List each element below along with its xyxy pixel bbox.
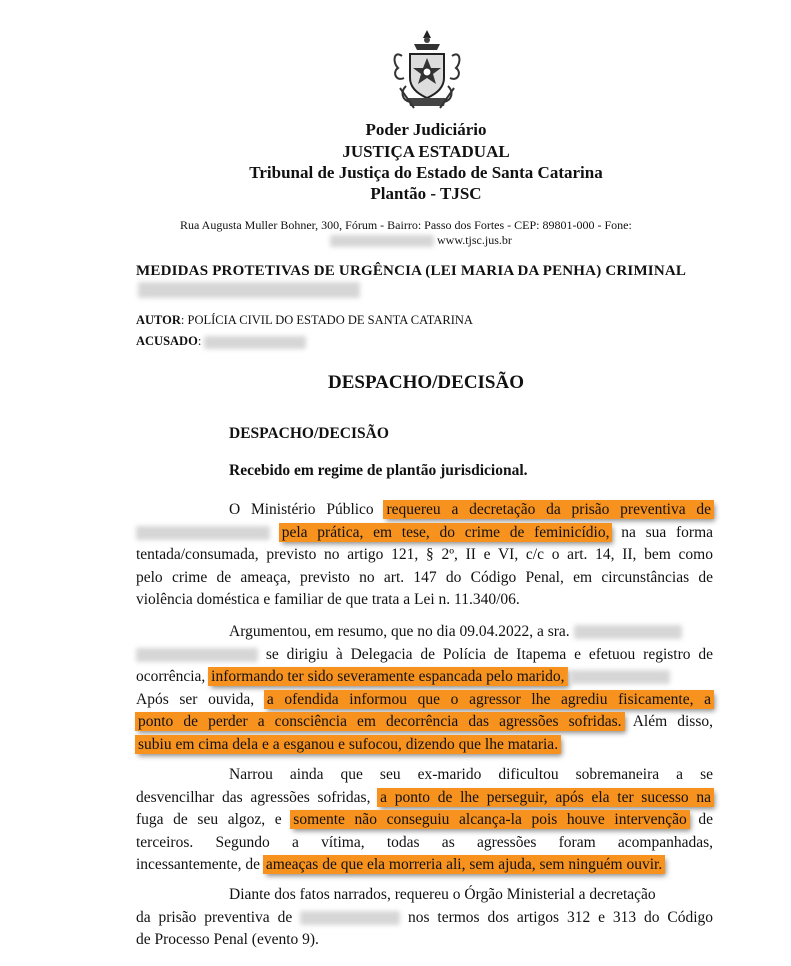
highlight: ameaças de que ela morreria ali, sem ajuda, sem ninguém ouvir. [265,856,663,873]
paragraph-2 [136,621,713,756]
text: violência doméstica e familiar de que trata a Lei n. 11.340/06. [136,591,520,608]
text: nos termos dos artigos 312 e 313 do Código [407,908,714,926]
redaction-process-number [138,282,360,298]
header-line-2: JUSTIÇA ESTADUAL [342,142,510,161]
process-type: MEDIDAS PROTETIVAS DE URGÊNCIA (LEI MARIA DA PENHA) CRIMINAL [136,263,687,279]
highlight: pela prática, em tese, do crime de feminicídio, [281,523,610,541]
redaction [300,911,400,925]
text: terceiros. Segundo a vítima, todas as agressões foram acompanhadas, [136,833,713,851]
accused-value: : [197,334,202,348]
text: de Processo Penal (evento 9). [136,931,319,948]
section-subtitle: DESPACHO/DECISÃO [229,425,389,442]
accused-label: ACUSADO [136,334,198,348]
text: da prisão preventiva de [136,908,293,926]
redaction [574,625,682,639]
redaction-accused [204,336,306,349]
text: fuga de seu algoz, e [136,811,282,828]
document-title: DESPACHO/DECISÃO [327,372,524,393]
text: pelo crime de ameaça, previsto no art. 147 do Código Penal, em circunstâncias de [136,568,713,586]
text: desvencilhar das agressões sofridas, [136,788,371,806]
header-line-4: Plantão - TJSC [370,184,482,203]
redaction [570,670,670,684]
text: na sua forma [621,523,714,541]
header-line-1: Poder Judiciário [365,120,487,139]
redaction [136,648,258,662]
highlight: requereu a decretação da prisão preventiva de [386,501,712,518]
accused-line [136,334,306,349]
text: Além disso, [632,713,713,730]
regime-note: Recebido em regime de plantão jurisdicional. [229,462,528,479]
redaction [330,235,434,247]
paragraph-1 [136,499,713,612]
text: Narrou ainda que seu ex-marido dificultou sobremaneira a se [229,766,713,783]
website-line [330,232,512,248]
text: tentada/consumada, previsto no artigo 121, § 2º, II e VI, c/c o art. 14, II, bem como [136,546,713,563]
text: incessantemente, de [136,856,260,873]
text: ocorrência, [136,668,206,685]
highlight: a ofendida informou que o agressor lhe agrediu fisicamente, a [266,690,711,708]
author-label: AUTOR [136,313,181,327]
text: Após ser ouvida, [136,690,255,708]
highlight: somente não conseguiu alcança-la pois houve intervenção [293,811,687,828]
text: Argumentou, em resumo, que no dia 09.04.2022, a sra. [229,623,570,640]
paragraph-4 [136,884,713,952]
redaction [136,526,270,540]
text: O Ministério Público [229,501,374,518]
court-address: Rua Augusta Muller Bohner, 300, Fórum - Bairro: Passo dos Fortes - CEP: 89801-000 - Fone: [180,218,632,232]
highlight: subiu em cima dela e a esganou e sufocou, dizendo que lhe mataria. [138,735,559,753]
text: Diante dos fatos narrados, requereu o Órgão Ministerial a decretação [229,886,656,903]
paragraph-3 [136,764,713,877]
coat-of-arms-icon [390,28,464,114]
website: www.tjsc.jus.br [437,233,512,247]
highlight: a ponto de lhe perseguir, após ela ter sucesso na [380,788,711,806]
text: de [698,811,713,828]
highlight: ponto de perder a consciência em decorrência das agressões sofridas. [138,713,622,730]
highlight: informando ter sido severamente espancada pelo marido, [211,668,565,685]
header-line-3: Tribunal de Justiça do Estado de Santa Catarina [249,163,603,182]
author-line [136,313,473,328]
text: se dirigiu à Delegacia de Polícia de Itapema e efetuou registro de [265,645,714,663]
author-value: : POLÍCIA CIVIL DO ESTADO DE SANTA CATARINA [180,313,473,327]
